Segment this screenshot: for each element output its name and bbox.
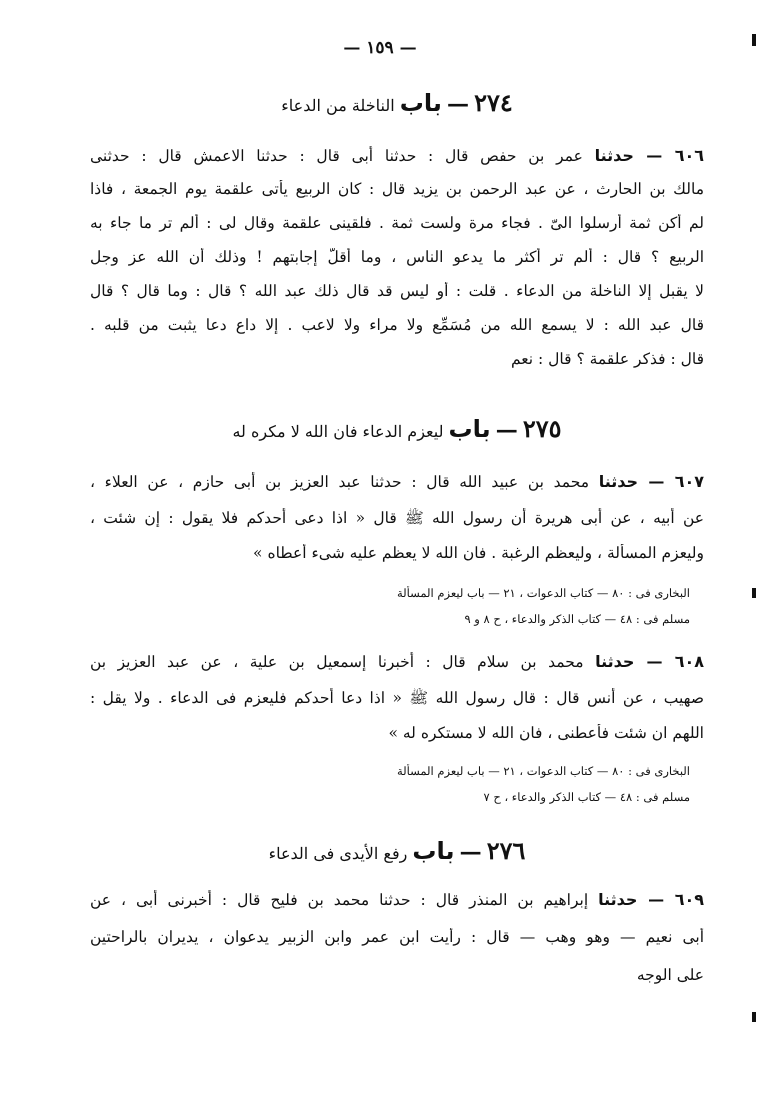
reference-note: البخارى فى : ٨٠ — كتاب الدعوات ، ٢١ — باب ليعزم المسألة — [396, 586, 690, 600]
chapter-number: ٢٧٤ — [474, 88, 513, 117]
hadith-text: محمد بن سلام قال : أخبرنا إسمعيل بن علية ، عن عبد العزيز بن — [90, 653, 584, 671]
text-line: مالك بن الحارث ، عن عبد الرحمن بن يزيد قال : كان الربيع يأتى علقمة يوم الجمعة ، فاذا — [90, 180, 704, 198]
text-line: صهيب ، عن أنس قال : قال رسول الله ﷺ « اذا دعا أحدكم فليعزم فى الدعاء . ولا يقل : — [90, 689, 704, 707]
chapter-title: ليعزم الدعاء فان الله لا مكره له — [232, 422, 444, 441]
chapter-dash: — — [446, 91, 469, 117]
chapter-word: باب — [448, 415, 491, 443]
text-line — [90, 652, 704, 671]
chapter-word: باب — [399, 89, 442, 117]
hadith-number: ٦٠٩ — حدثنا — [598, 890, 704, 909]
hadith-text: محمد بن عبيد الله قال : حدثنا عبد العزيز بن أبى حازم ، عن العلاء ، — [90, 473, 590, 491]
text-line: عن أبيه ، عن أبى هريرة أن رسول الله ﷺ قال « اذا دعى أحدكم فلا يقول : إن شئت ، — [90, 509, 704, 527]
margin-mark — [752, 1012, 756, 1022]
chapter-heading — [90, 88, 704, 117]
text-line: الربيع ؟ قال : ألم تر أكثر ما يدعو الناس ، وما أقلّ إجابتهم ! وذلك أن الله عز وجل — [90, 248, 704, 266]
page-number: — ١٥٩ — — [343, 38, 417, 58]
chapter-title: رفع الأيدى فى الدعاء — [268, 844, 408, 863]
hadith-number: ٦٠٨ — حدثنا — [595, 652, 704, 671]
chapter-title: الناخلة من الدعاء — [281, 96, 395, 115]
text-line: اللهم ان شئت فأعطنى ، فان الله لا مستكره له » — [388, 724, 704, 742]
reference-note: مسلم فى : ٤٨ — كتاب الذكر والدعاء ، ح ٧ — [483, 790, 690, 804]
text-line: قال عبد الله : لا يسمع الله من مُسَمِّع ولا مراء ولا لاعب . إلا داع دعا يثبت من قلبه . — [90, 316, 704, 334]
chapter-heading — [90, 836, 704, 865]
hadith-number: ٦٠٦ — حدثنا — [594, 146, 704, 165]
text-line: لم أكن ثمة أرسلوا الىّ . فجاء مرة ولست ثمة . فلقينى علقمة وقال لى : ألم تر ما جاء به — [90, 214, 704, 232]
reference-note: مسلم فى : ٤٨ — كتاب الذكر والدعاء ، ح ٨ و ٩ — [464, 612, 690, 626]
hadith-number: ٦٠٧ — حدثنا — [598, 472, 704, 491]
text-line: وليعزم المسألة ، وليعظم الرغبة . فان الله لا يعظم عليه شىء أعطاه » — [253, 544, 704, 562]
chapter-number: ٢٧٥ — [522, 414, 562, 443]
margin-mark — [752, 588, 756, 598]
reference-note: البخارى فى : ٨٠ — كتاب الدعوات ، ٢١ — باب ليعزم المسألة — [396, 764, 690, 778]
chapter-word: باب — [412, 837, 455, 865]
chapter-dash: — — [459, 839, 482, 865]
text-line: على الوجه — [636, 966, 704, 984]
chapter-number: ٢٧٦ — [486, 836, 526, 865]
chapter-heading — [90, 414, 704, 443]
text-line — [90, 146, 704, 165]
text-line: قال : فذكر علقمة ؟ قال : نعم — [510, 350, 704, 368]
hadith-text: إبراهيم بن المنذر قال : حدثنا محمد بن فليح قال : أخبرنى أبى ، عن — [90, 891, 589, 909]
text-line: لا يقبل إلا الناخلة من الدعاء . قلت : أو ليس قد قال ذلك عبد الله ؟ قال : وما قال ؟ قال — [90, 282, 704, 300]
hadith-text: عمر بن حفص قال : حدثنا أبى قال : حدثنا الاعمش قال : حدثنى — [90, 147, 583, 165]
text-line — [90, 890, 704, 909]
text-line: أبى نعيم — وهو وهب — قال : رأيت ابن عمر وابن الزبير يدعوان ، يديران بالراحتين — [90, 928, 704, 946]
chapter-dash: — — [495, 417, 518, 443]
text-line — [90, 472, 704, 491]
